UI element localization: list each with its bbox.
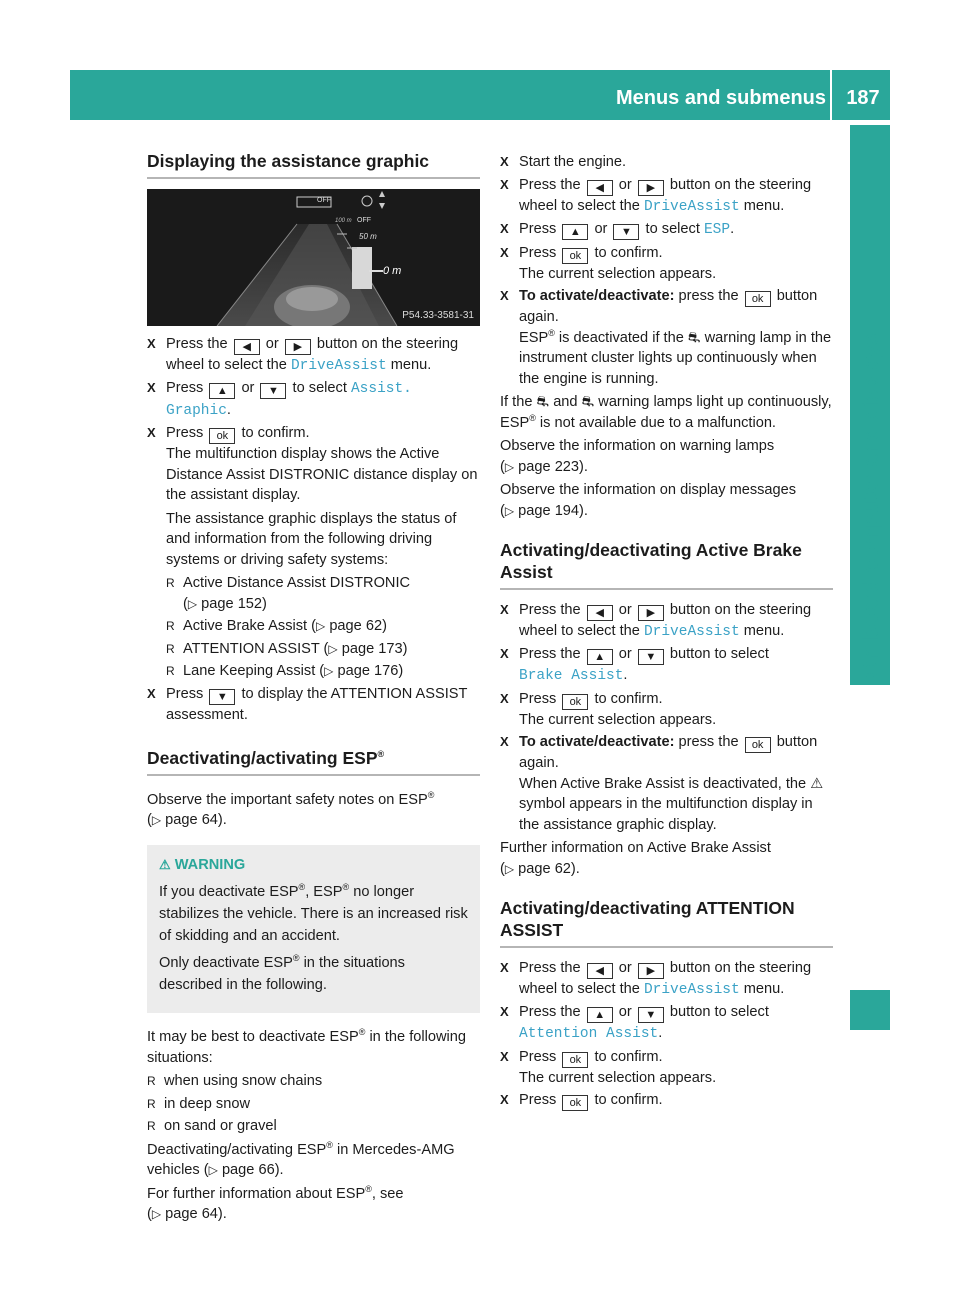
paragraph — [147, 1027, 480, 1068]
step-text: Press the — [519, 601, 581, 618]
paragraph — [500, 838, 833, 879]
list-text: on sand or gravel — [164, 1118, 277, 1134]
instruction-step — [500, 243, 833, 285]
step-marker: X — [500, 734, 509, 749]
step-marker: X — [500, 1048, 509, 1064]
side-tab-marker — [850, 990, 890, 1030]
paragraph-text: Observe the information on display messages — [500, 482, 797, 498]
instruction-step — [500, 958, 833, 1001]
warning-text: no longer stabilizes the vehicle. There is an increased risk of skidding and an accident. — [159, 884, 468, 944]
step-text: button on the steering wheel to select the — [519, 959, 812, 997]
right-arrow-key: ▶ — [638, 605, 664, 621]
instruction-step — [500, 732, 833, 835]
registered-mark: ® — [365, 1183, 372, 1194]
menu-item-name: ESP — [703, 222, 731, 238]
step-text: . — [730, 221, 735, 237]
page-ref-icon: ▷ — [324, 664, 334, 678]
instruction-step — [500, 286, 833, 389]
paragraph-text: It may be best to deactivate ESP — [147, 1029, 359, 1045]
up-arrow-key: ▲ — [587, 649, 613, 665]
menu-name: DriveAssist — [643, 981, 740, 998]
step-text: Press — [166, 685, 204, 702]
list-text: Active Distance Assist DISTRONIC — [183, 575, 411, 591]
paragraph-text: , see — [371, 1185, 404, 1202]
step-text: Press — [519, 1092, 557, 1108]
paragraph-text: Further information on Active Brake Assist — [500, 840, 771, 856]
step-marker: X — [147, 335, 156, 351]
list-text: Lane Keeping Assist ( — [183, 663, 325, 679]
registered-mark: ® — [292, 953, 300, 964]
right-arrow-key: ▶ — [638, 963, 664, 979]
up-arrow-key: ▲ — [587, 1007, 613, 1023]
step-marker: X — [500, 601, 509, 617]
instruction-step — [500, 1002, 833, 1045]
bullet-marker: R — [166, 664, 175, 678]
side-tab-label: On-board computer and displays — [858, 333, 883, 678]
step-text: to confirm. — [241, 425, 310, 441]
paragraph-text: in the following situations: — [147, 1029, 466, 1066]
assistance-graphic-image — [147, 189, 480, 326]
step-marker: X — [500, 176, 509, 192]
menu-item-name: Assist. — [350, 381, 412, 397]
step-text: or — [618, 1004, 632, 1020]
step-text: button on the steering wheel to select the — [519, 176, 812, 214]
list-item — [147, 661, 480, 682]
registered-mark: ® — [298, 882, 306, 893]
page-ref-icon: ▷ — [187, 596, 198, 611]
paragraph — [147, 790, 480, 831]
paragraph: The assistance graphic displays the status of and information from the following driving systems or driving safety systems: — [166, 510, 457, 568]
step-text: button to select — [669, 646, 769, 662]
ok-key: ok — [745, 291, 771, 307]
bullet-marker: R — [147, 1074, 156, 1088]
list-item — [147, 1116, 480, 1137]
step-text: button to select — [669, 1004, 769, 1020]
page-ref[interactable]: page 64). — [165, 812, 227, 828]
step-marker: X — [500, 221, 509, 236]
instruction-step — [500, 689, 833, 731]
step-text: to select — [645, 221, 700, 237]
heading-active-brake-assist: Activating/deactivating Active Brake Assist — [500, 540, 802, 582]
step-result: When Active Brake Assist is deactivated, the — [519, 775, 807, 792]
warning-text: in the situations described in the following. — [159, 955, 405, 993]
left-arrow-key: ◀ — [587, 180, 613, 196]
page-ref[interactable]: page 223). — [518, 458, 588, 475]
paragraph-text: If the — [500, 394, 533, 410]
page-ref-icon: ▷ — [504, 503, 515, 518]
page-ref-icon: ▷ — [208, 1163, 218, 1177]
step-text: . — [226, 401, 231, 418]
graphic-code: P54.33-3581-31 — [402, 309, 474, 321]
list-text: when using snow chains — [164, 1073, 323, 1089]
step-text: menu. — [390, 356, 432, 373]
paragraph-text: Deactivating/activating ESP — [147, 1141, 327, 1158]
page-ref[interactable]: page 66). — [221, 1162, 284, 1178]
page-ref[interactable]: page 62) — [329, 618, 387, 634]
paragraph-text: ( — [147, 1206, 152, 1222]
page-ref-icon: ▷ — [504, 459, 515, 474]
instruction-step — [500, 600, 833, 643]
list-item — [147, 573, 480, 614]
step-text: Press the — [166, 335, 228, 352]
list-text: ATTENTION ASSIST ( — [183, 640, 329, 657]
step-marker: X — [147, 425, 156, 440]
step-text: menu. — [743, 980, 785, 997]
ok-key: ok — [209, 428, 235, 444]
step-text: press the — [678, 288, 739, 304]
bullet-marker: R — [147, 1119, 156, 1133]
registered-mark: ® — [326, 1139, 333, 1150]
step-result: The current selection appears. — [519, 711, 717, 728]
left-arrow-key: ◀ — [587, 605, 613, 621]
instruction-step — [500, 175, 833, 218]
page-ref[interactable]: page 64). — [165, 1206, 227, 1222]
heading-esp — [147, 747, 480, 769]
instruction-step — [500, 1090, 833, 1111]
step-marker: X — [500, 1004, 509, 1019]
list-item — [147, 1071, 480, 1092]
step-text: Press the — [519, 959, 581, 976]
step-text: button again. — [519, 734, 818, 771]
step-text: button again. — [519, 288, 818, 325]
step-text: or — [265, 335, 279, 352]
instruction-step — [500, 1047, 833, 1089]
registered-mark: ® — [427, 789, 435, 800]
warning-paragraph — [159, 881, 468, 947]
step-text: menu. — [743, 197, 785, 214]
header-separator — [830, 70, 832, 120]
assistance-graphic-illustration — [147, 189, 480, 326]
down-arrow-key: ▼ — [209, 689, 235, 705]
list-text: ( — [183, 595, 188, 612]
ok-key: ok — [562, 1052, 588, 1068]
step-text: Press — [519, 244, 557, 261]
page-ref[interactable]: page 152) — [201, 595, 267, 612]
warning-box — [147, 845, 480, 1014]
step-text: to confirm. — [594, 1048, 663, 1065]
step-label: To activate/deactivate: — [519, 734, 675, 750]
step-marker: X — [500, 288, 509, 303]
left-column — [147, 150, 480, 1228]
right-column — [500, 150, 833, 1113]
instruction-step — [147, 423, 480, 570]
paragraph-text: For further information about ESP — [147, 1185, 366, 1202]
list-item — [147, 1094, 480, 1115]
step-marker: X — [500, 1092, 509, 1107]
ok-key: ok — [745, 737, 771, 753]
paragraph — [500, 436, 833, 477]
instruction-step — [500, 152, 833, 173]
bullet-marker: R — [147, 1096, 156, 1111]
step-marker: X — [500, 244, 509, 260]
instruction-step — [500, 644, 833, 687]
section-title: Menus and submenus — [615, 87, 826, 109]
paragraph-text: and — [553, 394, 578, 410]
page-ref[interactable]: page 173) — [341, 640, 408, 657]
paragraph-text: Observe the important safety notes on ESP — [147, 791, 428, 808]
up-arrow-key: ▲ — [562, 224, 588, 240]
graphic-100m-label: 100 m — [335, 217, 352, 224]
page-ref-icon: ▷ — [151, 1207, 162, 1221]
registered-mark: ® — [548, 327, 555, 338]
warning-text: Only deactivate ESP — [159, 955, 293, 971]
list-item — [147, 639, 480, 660]
step-text: button on the steering wheel to select the — [519, 601, 812, 639]
step-result: The multifunction display shows the Active Distance Assist DISTRONIC distance display on the assistant display. — [166, 446, 478, 503]
paragraph-text: ( — [500, 458, 505, 475]
graphic-0m-label: 0 m — [383, 264, 402, 277]
page-ref-icon: ▷ — [316, 619, 326, 633]
instruction-step — [147, 378, 480, 421]
instruction-step — [147, 684, 480, 726]
step-marker: X — [500, 154, 509, 169]
step-marker: X — [500, 646, 509, 661]
step-text: Press — [166, 380, 204, 396]
list-text: in deep snow — [164, 1095, 251, 1112]
page-ref-icon: ▷ — [328, 641, 338, 656]
page-ref[interactable]: page 62). — [518, 860, 580, 877]
step-text: Press the — [519, 1004, 581, 1020]
step-text: or — [594, 221, 608, 237]
step-text: to confirm. — [594, 690, 663, 707]
left-arrow-key: ◀ — [587, 963, 613, 979]
step-text: to display the ATTENTION ASSIST assessment. — [166, 685, 468, 723]
esp-off-warning-icon: ⛐ — [581, 394, 595, 410]
bullet-marker: R — [166, 576, 175, 590]
list-item — [147, 616, 480, 637]
esp-warning-icon: ⛐ — [536, 394, 550, 410]
registered-mark: ® — [529, 412, 536, 423]
paragraph — [500, 392, 833, 433]
page-ref-icon: ▷ — [151, 813, 162, 827]
warning-text: , ESP — [305, 884, 343, 900]
step-text: or — [618, 176, 632, 193]
step-text: to confirm. — [594, 1092, 663, 1108]
menu-item-name: Graphic — [166, 402, 227, 419]
step-result: symbol appears in the multifunction display in the assistance graphic display. — [519, 796, 813, 833]
menu-item-name: Attention Assist — [519, 1026, 659, 1042]
paragraph-text: in Mercedes-AMG vehicles ( — [147, 1141, 455, 1178]
warning-icon: ⚠ — [159, 856, 171, 872]
step-text: to confirm. — [594, 244, 663, 261]
right-arrow-key: ▶ — [285, 339, 311, 355]
step-marker: X — [147, 380, 156, 395]
step-result: ESP — [519, 329, 549, 346]
section-heading — [500, 897, 833, 948]
step-result: The current selection appears. — [519, 1069, 717, 1086]
page-ref-icon: ▷ — [504, 861, 515, 876]
step-text: or — [618, 959, 632, 976]
warning-title — [159, 855, 468, 876]
step-text: Press the — [519, 176, 581, 193]
menu-item-name: Brake Assist — [519, 668, 624, 684]
step-text: . — [658, 1025, 663, 1041]
instruction-step — [500, 219, 833, 241]
paragraph — [147, 1184, 480, 1225]
step-text: Press — [166, 425, 204, 441]
paragraph-text: warning lamps light up continuously, ESP — [500, 394, 832, 431]
step-label: To activate/deactivate: — [519, 288, 675, 304]
page-number: 187 — [846, 87, 880, 109]
step-text: Press the — [519, 646, 581, 662]
heading-text: Deactivating/activating ESP — [147, 748, 378, 768]
heading-rule — [500, 588, 833, 590]
step-marker: X — [147, 685, 156, 701]
registered-mark: ® — [377, 749, 385, 760]
step-result: is deactivated if the — [558, 329, 684, 346]
down-arrow-key: ▼ — [638, 1007, 664, 1023]
page-ref[interactable]: page 194). — [518, 502, 588, 519]
heading-rule — [147, 774, 480, 776]
heading-attention-assist: Activating/deactivating ATTENTION ASSIST — [500, 898, 795, 940]
instruction-step — [147, 334, 480, 377]
step-text: press the — [678, 734, 739, 750]
step-text: button on the steering wheel to select the — [166, 335, 459, 373]
bullet-marker: R — [166, 619, 175, 633]
step-text: Press — [519, 690, 557, 707]
graphic-off-label-2: OFF — [357, 216, 371, 224]
warning-title-text: WARNING — [174, 856, 246, 873]
down-arrow-key: ▼ — [260, 383, 286, 399]
paragraph-text: Observe the information on warning lamps — [500, 438, 775, 454]
ok-key: ok — [562, 248, 588, 264]
step-text: or — [618, 646, 632, 662]
step-text: or — [241, 380, 255, 396]
list-text: Active Brake Assist ( — [183, 618, 317, 634]
paragraph-text: ( — [500, 502, 505, 519]
page-ref[interactable]: page 176) — [337, 663, 404, 679]
paragraph — [147, 1140, 480, 1181]
menu-name: DriveAssist — [290, 357, 387, 374]
graphic-off-label-1: OFF — [317, 196, 331, 204]
heading-assistance-graphic: Displaying the assistance graphic — [147, 151, 430, 171]
heading-rule — [147, 177, 480, 179]
paragraph-text: ( — [500, 860, 505, 877]
left-arrow-key: ◀ — [234, 339, 260, 355]
brake-assist-off-icon: ⚠ — [810, 775, 824, 792]
registered-mark: ® — [358, 1027, 366, 1038]
step-text: to select — [292, 380, 347, 396]
up-arrow-key: ▲ — [209, 383, 235, 399]
paragraph — [500, 480, 833, 521]
step-marker: X — [500, 690, 509, 706]
step-text: Press — [519, 1048, 557, 1065]
ok-key: ok — [562, 1095, 588, 1111]
step-marker: X — [500, 959, 509, 975]
bullet-marker: R — [166, 641, 175, 656]
step-result: The current selection appears. — [519, 265, 717, 282]
warning-paragraph — [159, 952, 468, 996]
step-result: warning lamp in the instrument cluster lights up continuously when the engine is running. — [519, 329, 832, 387]
step-text: or — [618, 601, 632, 618]
step-text: menu. — [743, 622, 785, 639]
registered-mark: ® — [342, 882, 350, 893]
section-heading — [500, 539, 833, 590]
heading-rule — [500, 946, 833, 948]
menu-name: DriveAssist — [643, 623, 740, 640]
section-heading — [147, 150, 480, 179]
right-arrow-key: ▶ — [638, 180, 664, 196]
section-heading — [147, 747, 480, 776]
step-text: Press — [519, 221, 557, 237]
step-text: Start the engine. — [519, 154, 627, 170]
down-arrow-key: ▼ — [638, 649, 664, 665]
paragraph-text: is not available due to a malfunction. — [539, 414, 776, 431]
ok-key: ok — [562, 694, 588, 710]
menu-name: DriveAssist — [643, 198, 740, 215]
graphic-50m-label: 50 m — [359, 231, 377, 241]
paragraph-text: ( — [147, 812, 152, 828]
esp-off-warning-icon: ⛐ — [687, 329, 701, 346]
step-text: . — [623, 667, 628, 683]
warning-text: If you deactivate ESP — [159, 884, 299, 900]
down-arrow-key: ▼ — [613, 224, 639, 240]
